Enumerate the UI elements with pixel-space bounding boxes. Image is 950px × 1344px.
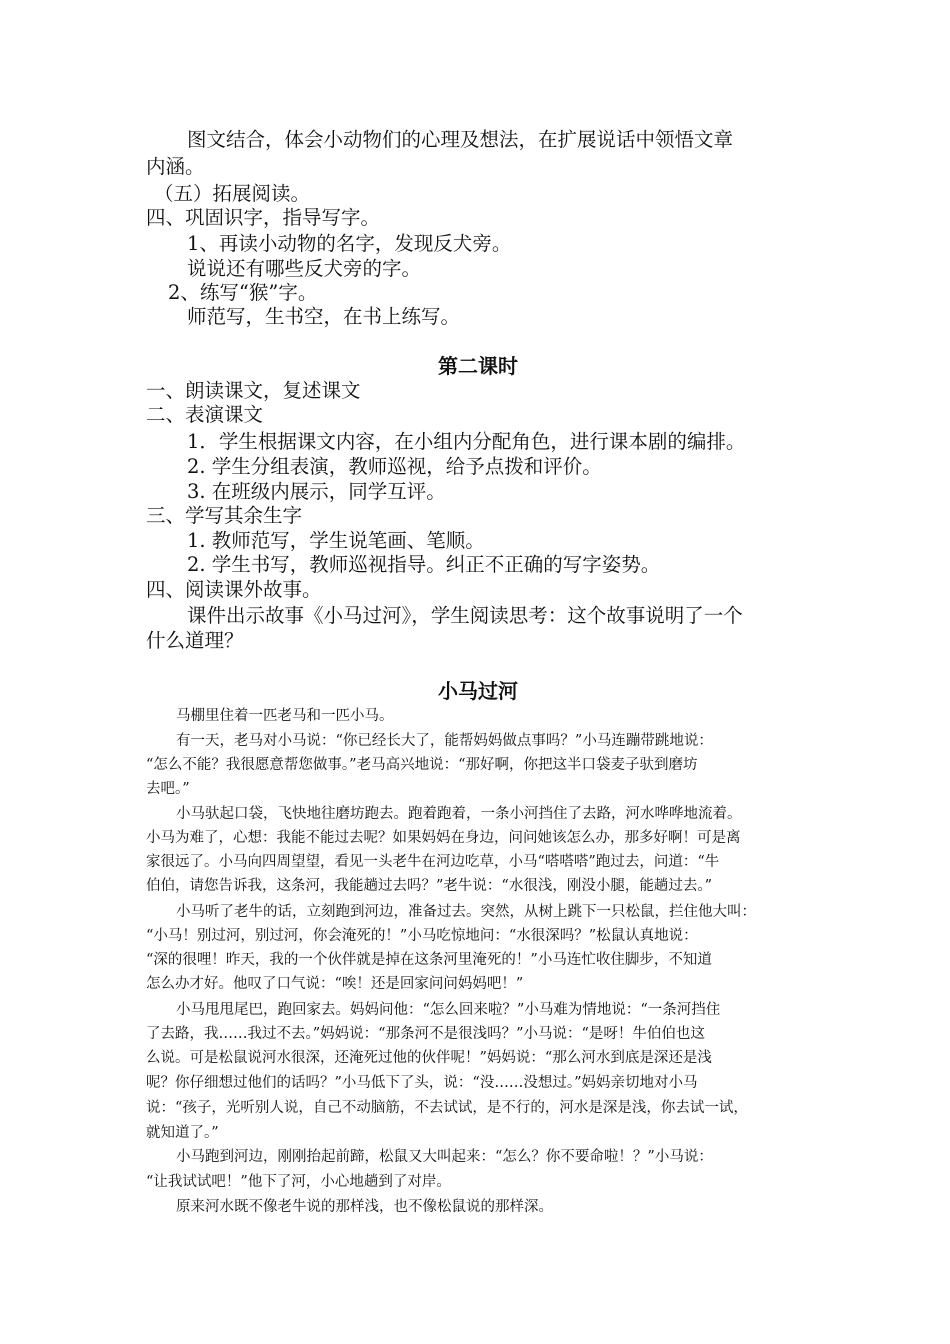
story-line: 小马听了老牛的话，立刻跑到河边，准备过去。突然，从树上跳下一只松鼠，拦住他大叫： [176,904,756,920]
story-title: 小马过河 [438,679,518,703]
list-item: 3. 在班级内展示，同学互评。 [187,480,446,503]
section-heading: 三、学写其余生字 [146,504,303,527]
story-line: “让我试试吧！”他下了河，小心地趟到了对岸。 [146,1174,451,1190]
story-line: “深的很哩！昨天，我的一个伙伴就是掉在这条河里淹死的！”小马连忙收住脚步，不知道 [146,952,712,968]
story-line: 伯伯，请您告诉我，这条河，我能趟过去吗？”老牛说：“水很浅，刚没小腿，能趟过去。” [146,878,712,894]
paragraph-line: 什么道理？ [146,629,244,652]
story-line: 么说。可是松鼠说河水很深，还淹死过他的伙伴呢！”妈妈说：“那么河水到底是深还是浅 [146,1050,712,1066]
story-line: 原来河水既不像老牛说的那样浅，也不像松鼠说的那样深。 [176,1199,553,1215]
list-item: 2. 学生分组表演，教师巡视，给予点拨和评价。 [187,455,602,478]
story-line: 了去路，我……我过不去。”妈妈说：“那条河不是很浅吗？”小马说：“是呀！牛伯伯也这 [146,1026,705,1042]
section-heading: 一、朗读课文，复述课文 [146,379,361,402]
story-line: 小马为难了，心想：我能不能过去呢？如果妈妈在身边，问问她该怎么办，那多好啊！可是离 [146,830,741,846]
lesson2-title: 第二课时 [438,354,518,378]
section-heading: （五）拓展阅读。 [154,182,311,205]
story-line: 说：“孩子，光听别人说，自己不动脑筋，不去试试，是不行的，河水是深是浅，你去试一试， [146,1100,748,1116]
paragraph-line: 内涵。 [146,155,205,178]
story-line: 去吧。” [146,781,190,797]
paragraph-line: 图文结合，体会小动物们的心理及想法，在扩展说话中领悟文章 [187,128,734,151]
story-line: 有一天，老马对小马说：“你已经长大了，能帮妈妈做点事吗？”小马连蹦带跳地说： [176,733,713,749]
list-item: 1、再读小动物的名字，发现反犬旁。 [187,232,512,255]
story-line: “怎么不能？我很愿意帮您做事。”老马高兴地说：“那好啊，你把这半口袋麦子驮到磨坊 [146,757,698,773]
section-heading: 二、表演课文 [146,403,264,426]
list-item: 1．学生根据课文内容，在小组内分配角色，进行课本剧的编排。 [187,430,746,453]
story-line: 小马甩甩尾巴，跑回家去。妈妈问他：“怎么回来啦？”小马难为情地说：“一条河挡住 [176,1002,721,1018]
story-line: 家很远了。小马向四周望望，看见一头老牛在河边吃草，小马“嗒嗒嗒”跑过去，问道：“牛 [146,854,720,870]
list-item: 1. 教师范写，学生说笔画、笔顺。 [187,529,485,552]
section-heading: 四、阅读课外故事。 [146,578,322,601]
story-line: 马棚里住着一匹老马和一匹小马。 [176,708,394,724]
list-item: 师范写，生书空，在书上练写。 [187,305,461,328]
list-item: 2、练写“猴”字。 [168,281,318,304]
story-line: 呢？你仔细想过他们的话吗？”小马低下了头，说：“没……没想过。”妈妈亲切地对小马 [146,1075,698,1091]
story-line: 怎么办才好。他叹了口气说：“唉！还是回家问问妈妈吧！” [146,976,524,992]
list-item: 2. 学生书写，教师巡视指导。纠正不正确的写字姿势。 [187,553,661,576]
story-line: 小马跑到河边，刚刚抬起前蹄，松鼠又大叫起来：“怎么？你不要命啦！？”小马说： [176,1149,713,1165]
story-line: “小马！别过河，别过河，你会淹死的！”小马吃惊地问：“水很深吗？”松鼠认真地说： [146,928,698,944]
story-line: 小马驮起口袋，飞快地往磨坊跑去。跑着跑着，一条小河挡住了去路，河水哗哗地流着。 [176,806,742,822]
paragraph-line: 课件出示故事《小马过河》，学生阅读思考：这个故事说明了一个 [187,604,743,627]
section-heading: 四、巩固识字，指导写字。 [146,206,381,229]
story-line: 就知道了。” [146,1125,219,1141]
list-item: 说说还有哪些反犬旁的字。 [187,257,422,280]
